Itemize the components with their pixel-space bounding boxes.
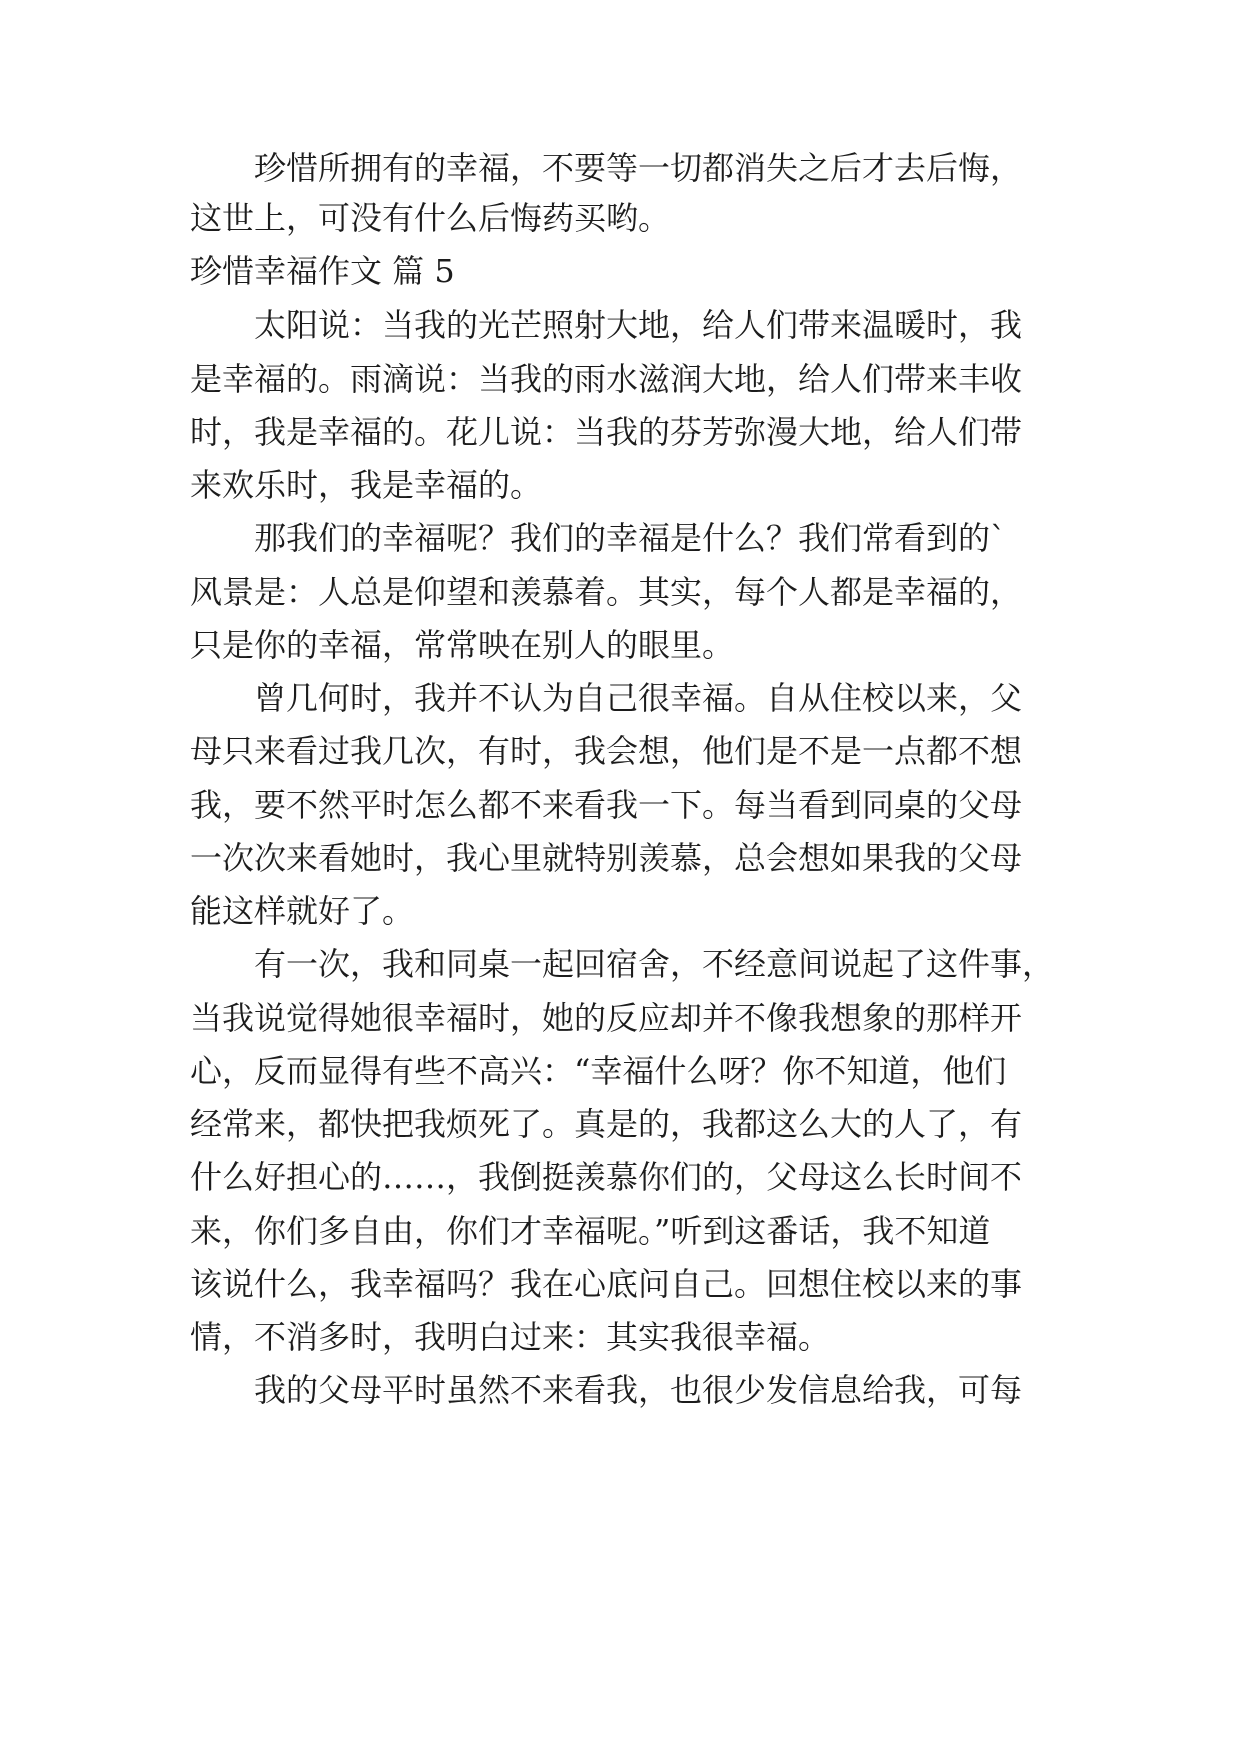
paragraph-line: 一次次来看她时，我心里就特别羡慕，总会想如果我的父母 bbox=[190, 839, 1023, 877]
paragraph-line: 珍惜所拥有的幸福，不要等一切都消失之后才去后悔， bbox=[254, 149, 1023, 187]
paragraph-line: 心，反而显得有些不高兴：“幸福什么呀？你不知道，他们 bbox=[190, 1052, 1007, 1090]
paragraph-line: 能这样就好了。 bbox=[190, 892, 415, 930]
paragraph-line: 什么好担心的……，我倒挺羡慕你们的，父母这么长时间不 bbox=[190, 1158, 1023, 1196]
paragraph-line: 这世上，可没有什么后悔药买哟。 bbox=[190, 199, 671, 237]
paragraph-line: 我的父母平时虽然不来看我，也很少发信息给我，可每 bbox=[254, 1371, 1023, 1409]
paragraph-line: 我，要不然平时怎么都不来看我一下。每当看到同桌的父母 bbox=[190, 786, 1023, 824]
paragraph-line: 风景是：人总是仰望和羡慕着。其实，每个人都是幸福的， bbox=[190, 573, 1023, 611]
paragraph-line: 有一次，我和同桌一起回宿舍，不经意间说起了这件事， bbox=[254, 945, 1055, 983]
paragraph-line: 来，你们多自由，你们才幸福呢。”听到这番话，我不知道 bbox=[190, 1212, 991, 1250]
paragraph-line: 太阳说：当我的光芒照射大地，给人们带来温暖时，我 bbox=[254, 306, 1023, 344]
paragraph-line: 只是你的幸福，常常映在别人的眼里。 bbox=[190, 626, 735, 664]
paragraph-line: 该说什么，我幸福吗？我在心底问自己。回想住校以来的事 bbox=[190, 1265, 1023, 1303]
section-heading: 珍惜幸福作文 篇 5 bbox=[190, 252, 455, 290]
paragraph-line: 母只来看过我几次，有时，我会想，他们是不是一点都不想 bbox=[190, 732, 1023, 770]
paragraph-line: 情，不消多时，我明白过来：其实我很幸福。 bbox=[190, 1318, 831, 1356]
paragraph-line: 经常来，都快把我烦死了。真是的，我都这么大的人了，有 bbox=[190, 1105, 1023, 1143]
paragraph-line: 那我们的幸福呢？我们的幸福是什么？我们常看到的` bbox=[254, 519, 1007, 557]
paragraph-line: 来欢乐时，我是幸福的。 bbox=[190, 466, 543, 504]
paragraph-line: 曾几何时，我并不认为自己很幸福。自从住校以来，父 bbox=[254, 679, 1023, 717]
paragraph-line: 是幸福的。雨滴说：当我的雨水滋润大地，给人们带来丰收 bbox=[190, 360, 1023, 398]
paragraph-line: 当我说觉得她很幸福时，她的反应却并不像我想象的那样开 bbox=[190, 999, 1023, 1037]
paragraph-line: 时，我是幸福的。花儿说：当我的芬芳弥漫大地，给人们带 bbox=[190, 413, 1023, 451]
